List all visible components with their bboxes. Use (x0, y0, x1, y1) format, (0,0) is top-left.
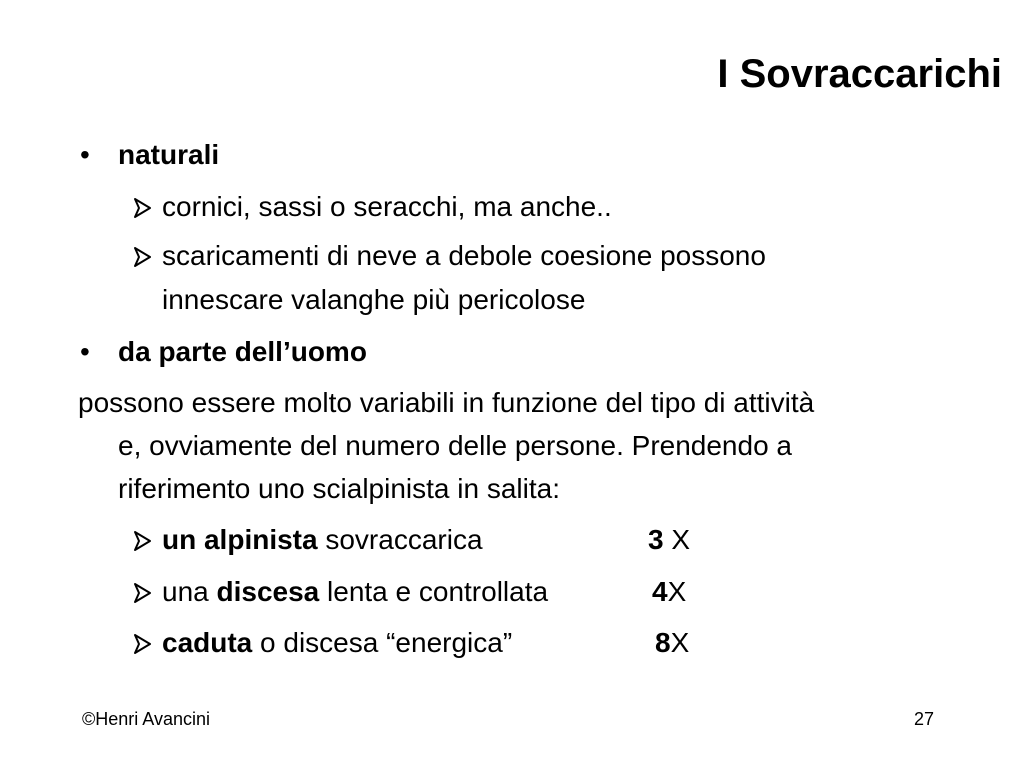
bullet-dot-icon: • (80, 139, 90, 170)
natural-item-2: scaricamenti di neve a debole coesione possono (162, 240, 766, 271)
human-paragraph-line-1: possono essere molto variabili in funzione del tipo di attività (78, 387, 815, 418)
footer-page-number: 27 (914, 709, 935, 729)
load-factor-2: 4X (652, 576, 687, 607)
natural-item-1: cornici, sassi o seracchi, ma anche.. (162, 191, 612, 222)
arrow-bullet-icon (132, 238, 154, 274)
arrow-bullet-icon (132, 625, 154, 661)
natural-item-2-continued: innescare valanghe più pericolose (162, 284, 586, 315)
arrow-bullet-icon (132, 189, 154, 225)
bullet-dot-icon: • (80, 336, 90, 367)
load-factor-3: 8X (655, 627, 690, 658)
arrow-bullet-icon (132, 574, 154, 610)
slide-title: I Sovraccarichi (717, 52, 1002, 96)
load-item-1: un alpinista sovraccarica (162, 524, 483, 555)
footer-author: ©Henri Avancini (82, 709, 210, 729)
load-item-3: caduta o discesa “energica” (162, 627, 513, 658)
heading-human: da parte dell’uomo (118, 336, 367, 367)
load-item-2: una discesa lenta e controllata (162, 576, 549, 607)
human-paragraph-line-2: e, ovviamente del numero delle persone. Prendendo a (118, 430, 792, 461)
load-factor-1: 3 X (648, 524, 691, 555)
human-paragraph-line-3: riferimento uno scialpinista in salita: (118, 473, 560, 504)
arrow-bullet-icon (132, 522, 154, 558)
heading-natural: naturali (118, 139, 220, 170)
